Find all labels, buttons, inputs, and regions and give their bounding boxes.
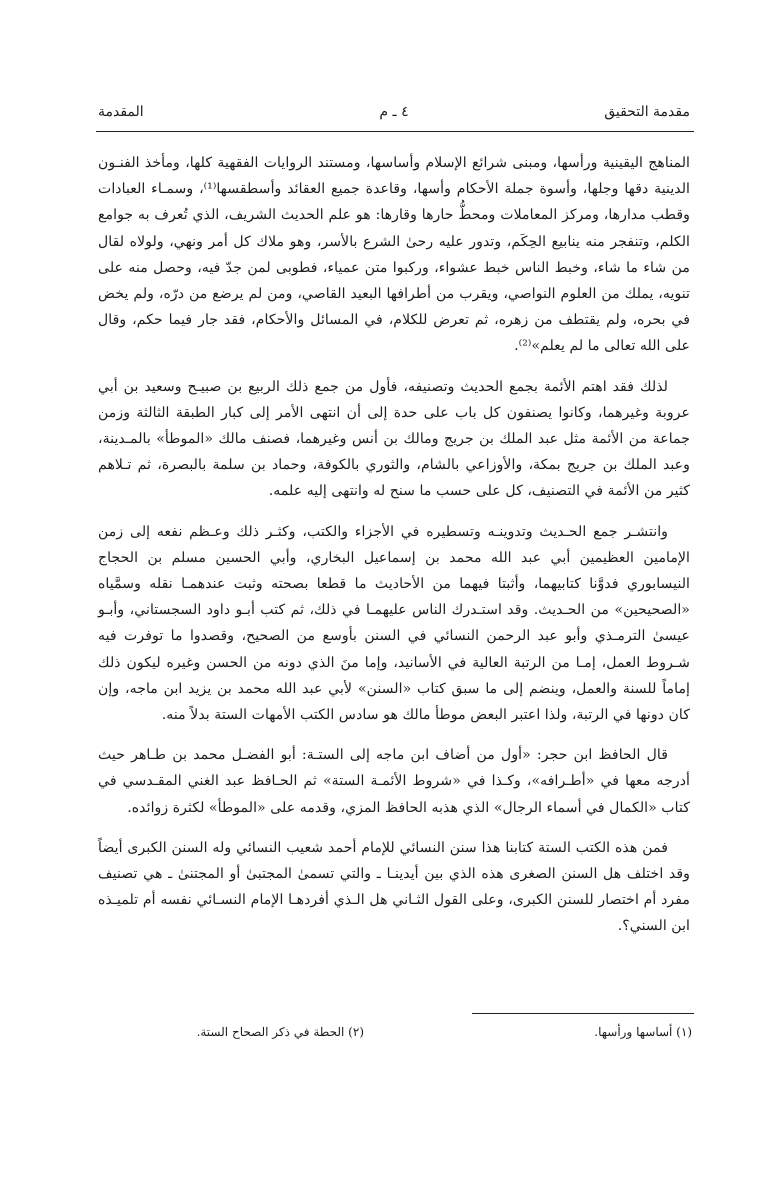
running-header — [98, 104, 690, 130]
page-number: ٤ ـ م — [379, 104, 409, 120]
main-text — [98, 150, 690, 954]
footnote-2: (٢) الحطة في ذكر الصحاح الستة. — [196, 1025, 364, 1039]
footnote-1: (١) أساسها ورأسها. — [594, 1025, 692, 1039]
section-title: مقدمة التحقيق — [604, 104, 690, 120]
chapter-title: المقدمة — [98, 104, 144, 120]
paragraph-3: وانتشـر جمع الحـديث وتدوينـه وتسطيره في الأجزاء والكتب، وكثـر ذلك وعـظم نفعه إلى زمن الإمامين العظيمين أبي عبد الله محمد بن إسماعيل البخاري، وأبي الحسين مسلم بن الحجاج النيسابوري فدوَّنا كتابيهما، وأثبتا فيهما من الأحاديث ما قطعا بصحته وثبت عندهمـا نقله وسمَّياه «الصحيحين» من الحـديث. وقد استـدرك الناس عليهمـا في ذلك، ثم كتب أبـو داود السجستاني، وأبـو عيسىٰ الترمـذي وأبو عبد الرحمن النسائي في السنن بأوسع من الصحيح، وقصدوا ما توفرت فيه شـروط العمل، إمـا من الرتبة العالية في الأسانيد، وإما منَ الذي دونه من الحسن وغيره ليكون ذلك إماماً للسنة والعمل، وينضم إلى ما سبق كتاب «السنن» لأبي عبد الله محمد بن يزيد ابن ماجه، وإن كان دونها في الرتبة، ولذا اعتبر البعض موطأ مالك هو سادس الكتب الأمهات الستة بدلاً منه. — [98, 523, 690, 724]
paragraph-2: لذلك فقد اهتم الأئمة بجمع الحديث وتصنيفه، فأول من جمع ذلك الربيع بن صبيـح وسعيد بن أبي عروبة وغيرهما، وكانوا يصنفون كل باب على حدة إلى أن انتهى الأمر إلى كبار الطبقة الثالثة وزمن جماعة من الأئمة مثل عبد الملك بن جريج ومالك بن أنس وغيرهما، فصنف مالك «الموطأ» بالمـدينة، وعبد الملك بن جريج بمكة، والأوزاعي بالشام، والثوري بالكوفة، وحماد بن سلمة بالبصرة، ثم تـلاهم كثير من الأئمة في التصنيف، كل على حسب ما سنح له وانتهى إليه علمه. — [98, 378, 690, 500]
header-divider — [96, 131, 694, 132]
footnotes — [92, 1025, 692, 1049]
paragraph-5: فمن هذه الكتب الستة كتابنا هذا سنن النسائي للإمام أحمد شعيب النسائي وله السنن الكبرى أيضاً وقد اختلف هل السنن الصغرى هذه الذي بين أيدينـا ـ والتي تسمىٰ المجتبىٰ أو المجتنىٰ ـ هي تصنيف مفرد أم اختصار للسنن الكبرى، وعلى القول الثـاني هل الـذي أفردهـا الإمام النسـائي نفسه أم تلميـذه ابن السني؟. — [98, 839, 690, 935]
footnote-divider — [472, 1013, 694, 1014]
paragraph-4: قال الحافظ ابن حجر: «أول من أضاف ابن ماجه إلى الستـة: أبو الفضـل محمد بن طـاهر حيث أدرجه معها في «أطـرافه»، وكـذا في «شروط الأئمـة الستة» ثم الحـافظ عبد الغني المقـدسي في كتاب «الكمال في أسماء الرجال» الذي هذبه الحافظ المزي، وقدمه على «الموطأ» لكثرة زوائده. — [98, 747, 690, 816]
paragraph-1: المناهج اليقينية ورأسها، ومبنى شرائع الإسلام وأساسها، ومستند الروايات الفقهية كلها، ومأخذ الفنـون الدينية دقها وجلها، وأسوة جملة الأحكام وأسها، وقاعدة جميع العقائد وأسطقسها⁽¹⁾، وسمـاء العبادات وقطب مدارها، ومركز المعاملات ومحطُّ حارها وقارها: هو علم الحديث الشريف، الذي تُعرف به جوامع الكلم، وتنفجر منه ينابيع الحِكَم، وتدور عليه رحىٰ الشرع بالأسر، وهو ملاك كل أمر ونهي، ولولاه لقال من شاء ما شاء، وخبط الناس خبط عشواء، وركبوا متن عمياء، فطوبى لمن جدّ فيه، وحصل منه على تنويه، يملك من العلوم النواصي، ويقرب من أطرافها البعيد القاصي، ومن لم يرضع من درّه، ولم يخض في بحره، ولم يقتطف من زهره، ثم تعرض للكلام، في المسائل والأحكام، فقد جار فيما حكم، وقال على الله تعالى ما لم يعلم»⁽²⁾. — [98, 155, 690, 355]
